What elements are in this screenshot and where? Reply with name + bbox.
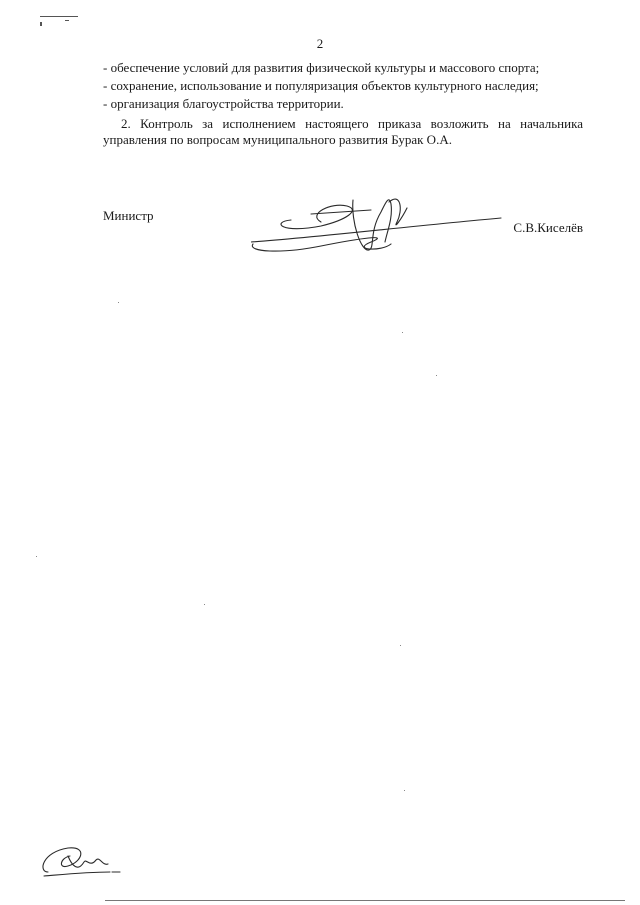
scan-speck <box>118 302 119 303</box>
page-bottom-edge <box>105 900 625 901</box>
initials-mark <box>38 842 128 882</box>
list-item: - организация благоустройства территории. <box>103 96 344 111</box>
list-item: - обеспечение условий для развития физической культуры и массового спорта; <box>103 60 540 75</box>
scan-artifact <box>65 20 69 21</box>
signature-block <box>103 206 583 276</box>
list-item: - сохранение, использование и популяризация объектов культурного наследия; <box>103 78 539 93</box>
scan-artifact <box>40 22 42 26</box>
document-body <box>103 60 583 150</box>
signer-name: С.В.Киселёв <box>513 220 583 235</box>
scan-speck <box>204 604 205 605</box>
scan-speck <box>400 645 401 646</box>
scan-speck <box>436 375 437 376</box>
page-number: 2 <box>316 36 324 51</box>
scan-artifact <box>40 16 78 17</box>
signer-role: Министр <box>103 208 154 223</box>
scan-speck <box>402 332 403 333</box>
clause-2: 2. Контроль за исполнением настоящего приказа возложить на начальника управления по вопросам муниципального развития Бурак О.А. <box>103 116 583 147</box>
scan-speck <box>404 790 405 791</box>
scan-speck <box>36 556 37 557</box>
